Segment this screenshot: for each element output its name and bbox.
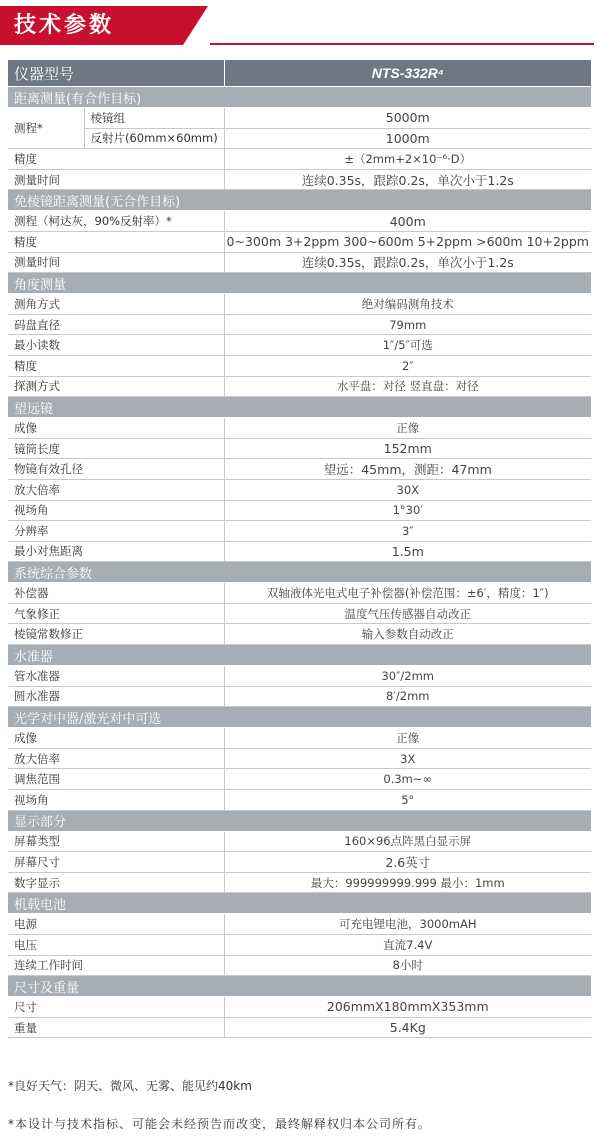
header-banner: [0, 0, 600, 50]
row-label: 电压: [8, 935, 224, 956]
row-label: 视场角: [8, 500, 224, 521]
row-value: ±（2mm+2×10⁻⁶·D）: [224, 149, 591, 170]
row-label: 码盘直径: [8, 314, 224, 335]
row-label: 尺寸: [8, 997, 224, 1018]
row-label: 精度: [8, 355, 224, 376]
row-value: 1000m: [224, 128, 591, 149]
row-value: 正像: [224, 418, 591, 439]
row-sublabel: 反射片(60mm×60mm): [84, 128, 224, 149]
row-label: 测角方式: [8, 294, 224, 315]
model-value: NTS-332R⁴: [224, 60, 591, 87]
row-label: 探测方式: [8, 376, 224, 397]
table-row: [8, 211, 591, 232]
row-value: 3″: [224, 521, 591, 542]
row-value: 望远：45mm，测距：47mm: [224, 459, 591, 480]
section-header: [8, 562, 591, 583]
row-label: 成像: [8, 418, 224, 439]
row-label: 分辨率: [8, 521, 224, 542]
row-value: 3X: [224, 748, 591, 769]
spec-table: [8, 60, 591, 1038]
section-title-level: 水准器: [8, 645, 591, 666]
table-row: [8, 479, 591, 500]
table-row: [8, 169, 591, 190]
row-label: 调焦范围: [8, 769, 224, 790]
section-title-battery: 机载电池: [8, 893, 591, 914]
row-value: 2″: [224, 355, 591, 376]
table-row: [8, 686, 591, 707]
model-label: 仪器型号: [8, 60, 224, 87]
table-row: [8, 231, 591, 252]
row-value: 8小时: [224, 955, 591, 976]
table-row: [8, 666, 591, 687]
table-row: [8, 583, 591, 604]
row-value: 直流7.4V: [224, 935, 591, 956]
table-row: [8, 314, 591, 335]
section-title-plummet: 光学对中器/激光对中可选: [8, 707, 591, 728]
row-label: 测程*: [8, 108, 84, 149]
row-label: 气象修正: [8, 603, 224, 624]
row-value: 双轴液体光电式电子补偿器(补偿范围：±6′，精度：1″): [224, 583, 591, 604]
row-label: 物镜有效孔径: [8, 459, 224, 480]
row-label: 屏幕类型: [8, 831, 224, 852]
table-row: [8, 521, 591, 542]
row-value: 输入参数自动改正: [224, 624, 591, 645]
row-value: 0.3m~∞: [224, 769, 591, 790]
table-row: [8, 728, 591, 749]
section-title-angle: 角度测量: [8, 273, 591, 294]
row-label: 放大倍率: [8, 748, 224, 769]
row-value: 8′/2mm: [224, 686, 591, 707]
table-row: [8, 1017, 591, 1038]
row-value: 最大：999999999.999 最小：1mm: [224, 872, 591, 893]
row-label: 数字显示: [8, 872, 224, 893]
row-value: 5°: [224, 790, 591, 811]
table-row: [8, 852, 591, 873]
row-value: 连续0.35s，跟踪0.2s，单次小于1.2s: [224, 169, 591, 190]
row-value: 温度气压传感器自动改正: [224, 603, 591, 624]
header-rule: [210, 43, 594, 45]
section-title-size: 尺寸及重量: [8, 976, 591, 997]
section-header: [8, 810, 591, 831]
section-title-telescope: 望远镜: [8, 397, 591, 418]
row-value: 连续0.35s，跟踪0.2s，单次小于1.2s: [224, 252, 591, 273]
row-label: 棱镜常数修正: [8, 624, 224, 645]
page-title: 技术参数: [14, 13, 115, 38]
table-row: [8, 914, 591, 935]
row-label: 圆水准器: [8, 686, 224, 707]
row-value: 2.6英寸: [224, 852, 591, 873]
row-label: 精度: [8, 149, 224, 170]
row-value: 可充电锂电池，3000mAH: [224, 914, 591, 935]
row-label: 电源: [8, 914, 224, 935]
row-label: 补偿器: [8, 583, 224, 604]
row-value: 1°30′: [224, 500, 591, 521]
row-value: 30X: [224, 479, 591, 500]
section-header: [8, 190, 591, 211]
row-value: 正像: [224, 728, 591, 749]
table-row: [8, 872, 591, 893]
section-title-distance-reflectorless: 免棱镜距离测量(无合作目标): [8, 190, 591, 211]
table-row: [8, 294, 591, 315]
row-label: 管水准器: [8, 666, 224, 687]
row-label: 镜筒长度: [8, 438, 224, 459]
section-header: [8, 976, 591, 997]
row-label: 重量: [8, 1017, 224, 1038]
row-sublabel: 棱镜组: [84, 108, 224, 129]
row-value: 0~300m 3+2ppm 300~600m 5+2ppm >600m 10+2ppm: [224, 231, 591, 252]
table-row: [8, 376, 591, 397]
row-label: 成像: [8, 728, 224, 749]
table-row: [8, 997, 591, 1018]
table-row: [8, 603, 591, 624]
section-header: [8, 273, 591, 294]
row-value: 1.5m: [224, 541, 591, 562]
disclaimer-footnote: *本设计与技术指标、可能会未经预告而改变，最终解释权归本公司所有。: [8, 1117, 432, 1131]
row-value: 5000m: [224, 108, 591, 129]
row-value: 400m: [224, 211, 591, 232]
row-value: 160×96点阵黑白显示屏: [224, 831, 591, 852]
row-value: 152mm: [224, 438, 591, 459]
row-label: 放大倍率: [8, 479, 224, 500]
section-header: [8, 893, 591, 914]
table-row: [8, 149, 591, 170]
table-row: [8, 438, 591, 459]
row-label: 最小读数: [8, 335, 224, 356]
table-row: [8, 955, 591, 976]
row-label: 精度: [8, 231, 224, 252]
model-row: [8, 60, 591, 87]
table-row: [8, 790, 591, 811]
row-value: 79mm: [224, 314, 591, 335]
section-title-system: 系统综合参数: [8, 562, 591, 583]
row-value: 水平盘：对径 竖直盘：对径: [224, 376, 591, 397]
table-row: [8, 500, 591, 521]
section-header: [8, 707, 591, 728]
row-value: 1″/5″可选: [224, 335, 591, 356]
section-header: [8, 645, 591, 666]
row-label: 屏幕尺寸: [8, 852, 224, 873]
table-row: [8, 541, 591, 562]
table-row: [8, 935, 591, 956]
table-row: [8, 748, 591, 769]
row-value: 5.4Kg: [224, 1017, 591, 1038]
table-row: [8, 355, 591, 376]
table-row: [8, 459, 591, 480]
row-label: 测量时间: [8, 252, 224, 273]
row-value: 30″/2mm: [224, 666, 591, 687]
table-row: [8, 335, 591, 356]
table-row: [8, 769, 591, 790]
table-row: [8, 831, 591, 852]
section-title-display: 显示部分: [8, 810, 591, 831]
section-header: [8, 397, 591, 418]
row-label: 测程（柯达灰，90%反射率）*: [8, 211, 224, 232]
table-row: [8, 108, 591, 129]
row-label: 最小对焦距离: [8, 541, 224, 562]
table-row: [8, 624, 591, 645]
table-row: [8, 252, 591, 273]
row-label: 测量时间: [8, 169, 224, 190]
weather-footnote: *良好天气：阴天、微风、无雾、能见约40km: [8, 1079, 252, 1093]
table-row: [8, 418, 591, 439]
section-header: [8, 87, 591, 108]
row-value: 206mmX180mmX353mm: [224, 997, 591, 1018]
row-label: 连续工作时间: [8, 955, 224, 976]
row-label: 视场角: [8, 790, 224, 811]
row-value: 绝对编码测角技术: [224, 294, 591, 315]
table-row: [8, 128, 591, 149]
section-title-distance-prism: 距离测量(有合作目标): [8, 87, 591, 108]
